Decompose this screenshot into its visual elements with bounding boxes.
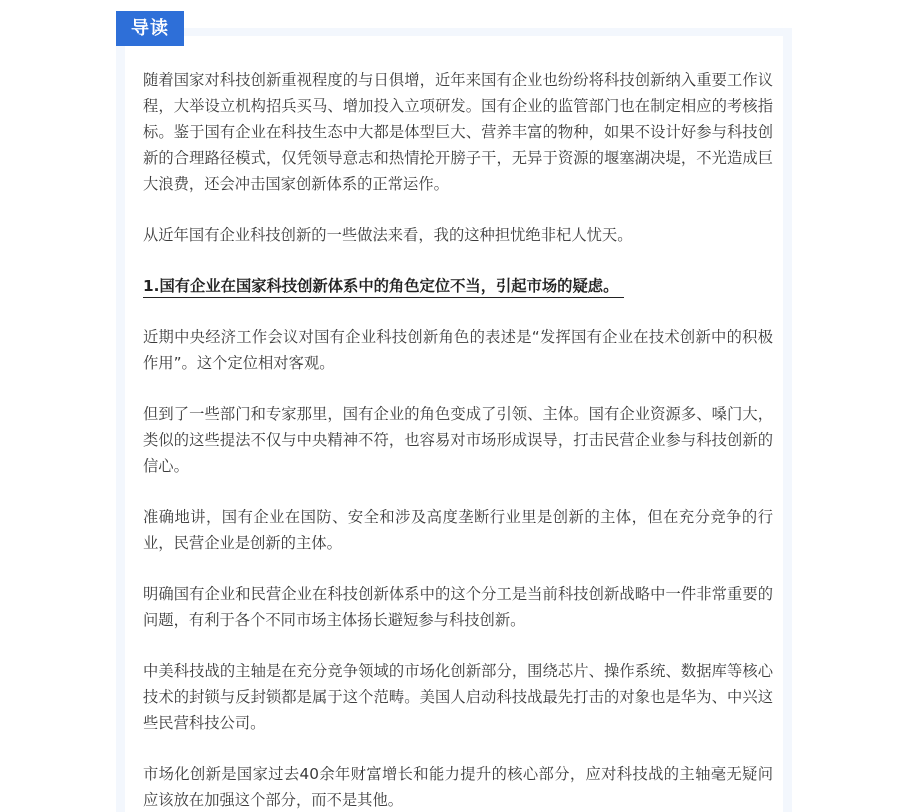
section-heading-text: 1.国有企业在国家科技创新体系中的角色定位不当，引起市场的疑虑。 [143, 277, 624, 298]
paragraph: 中美科技战的主轴是在充分竞争领域的市场化创新部分，围绕芯片、操作系统、数据库等核心技术的封锁与反封锁都是属于这个范畴。美国人启动科技战最先打击的对象也是华为、中兴这些民营科技公司。 [143, 662, 773, 732]
paragraph: 从近年国有企业科技创新的一些做法来看，我的这种担忧绝非杞人忧天。 [143, 226, 633, 244]
article-body [143, 67, 773, 812]
intro-tag: 导读 [116, 11, 184, 46]
paragraph: 近期中央经济工作会议对国有企业科技创新角色的表述是“发挥国有企业在技术创新中的积极作用”。这个定位相对客观。 [143, 328, 773, 372]
paragraph: 市场化创新是国家过去40余年财富增长和能力提升的核心部分，应对科技战的主轴毫无疑问应该放在加强这个部分，而不是其他。 [143, 765, 773, 809]
section-heading [143, 273, 773, 299]
paragraph: 但到了一些部门和专家那里，国有企业的角色变成了引领、主体。国有企业资源多、嗓门大，类似的这些提法不仅与中央精神不符，也容易对市场形成误导，打击民营企业参与科技创新的信心。 [143, 405, 773, 475]
paragraph: 明确国有企业和民营企业在科技创新体系中的这个分工是当前科技创新战略中一件非常重要的问题，有利于各个不同市场主体扬长避短参与科技创新。 [143, 585, 773, 629]
paragraph: 准确地讲，国有企业在国防、安全和涉及高度垄断行业里是创新的主体，但在充分竞争的行业，民营企业是创新的主体。 [143, 508, 773, 552]
paragraph: 随着国家对科技创新重视程度的与日俱增，近年来国有企业也纷纷将科技创新纳入重要工作议程，大举设立机构招兵买马、增加投入立项研发。国有企业的监管部门也在制定相应的考核指标。鉴于国有企业在科技生态中大都是体型巨大、营养丰富的物种，如果不设计好参与科技创新的合理路径模式，仅凭领导意志和热情抡开膀子干，无异于资源的堰塞湖决堤，不光造成巨大浪费，还会冲击国家创新体系的正常运作。 [143, 71, 773, 193]
